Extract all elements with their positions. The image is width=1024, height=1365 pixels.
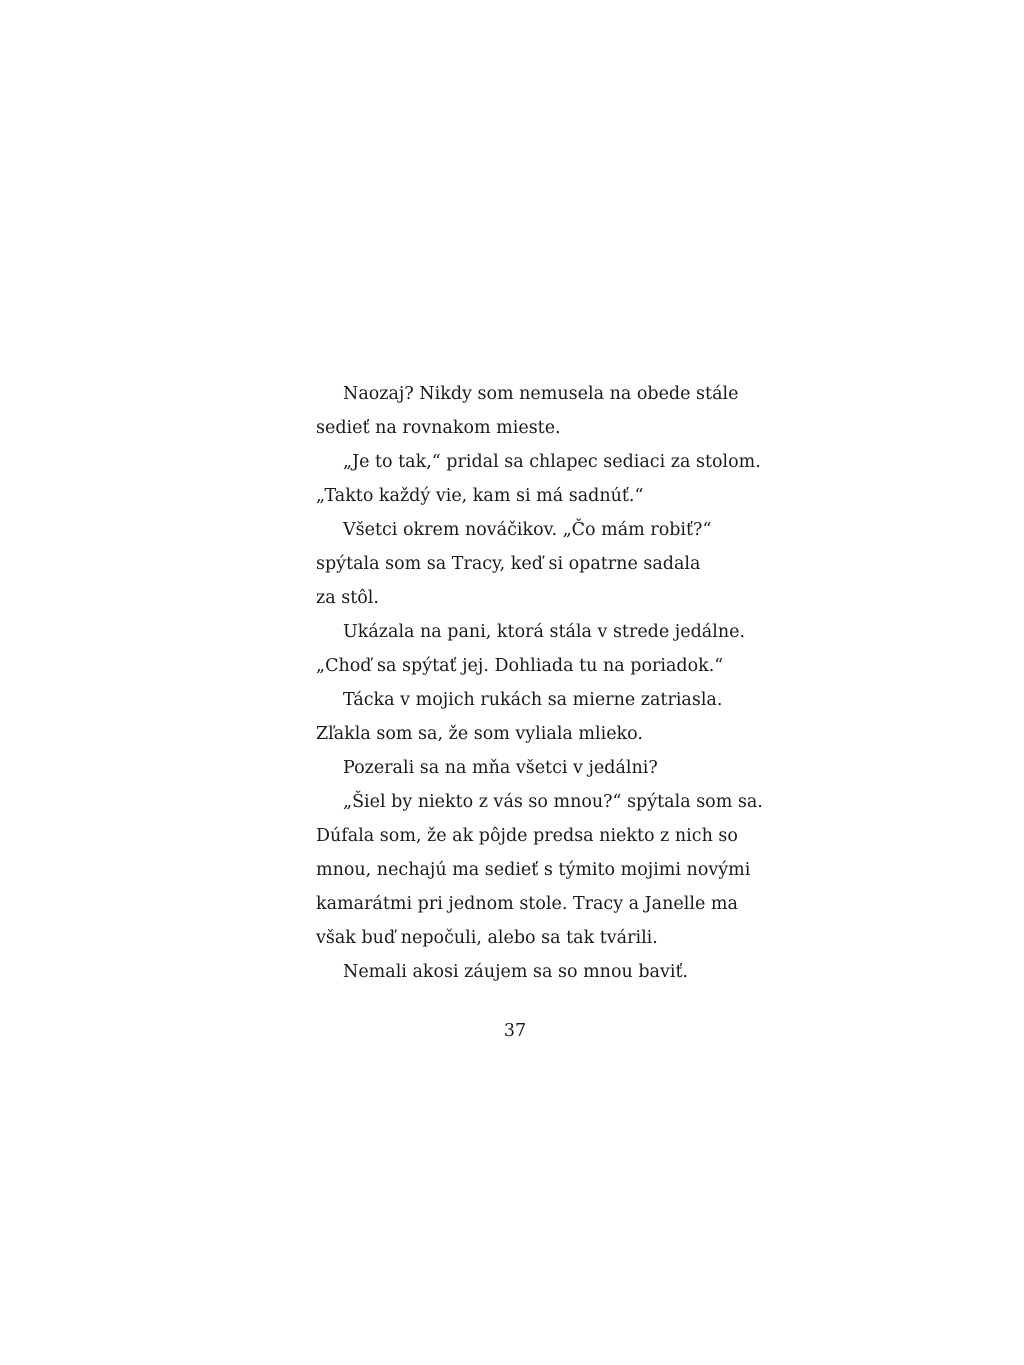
text-line: Zľakla som sa, že som vyliala mlieko. — [316, 724, 643, 744]
text-line: kamarátmi pri jednom stole. Tracy a Janelle ma — [316, 894, 738, 914]
text-line: Naozaj? Nikdy som nemusela na obede stále — [343, 384, 739, 404]
text-line: „Je to tak,“ pridal sa chlapec sediaci za stolom. — [343, 452, 761, 472]
text-line: spýtala som sa Tracy, keď si opatrne sadala — [316, 554, 701, 574]
text-line: Dúfala som, že ak pôjde predsa niekto z nich so — [316, 826, 738, 846]
text-line: „Šiel by niekto z vás so mnou?“ spýtala som sa. — [343, 792, 763, 812]
text-line: Tácka v mojich rukách sa mierne zatriasla. — [343, 690, 723, 710]
text-line: mnou, nechajú ma sedieť s týmito mojimi novými — [316, 860, 751, 880]
page-number: 37 — [503, 1021, 527, 1041]
text-line: „Takto každý vie, kam si má sadnúť.“ — [316, 486, 644, 506]
text-line: však buď nepočuli, alebo sa tak tvárili. — [316, 928, 658, 948]
text-line: za stôl. — [316, 588, 379, 608]
text-line: Pozerali sa na mňa všetci v jedálni? — [343, 758, 658, 778]
text-line: Ukázala na pani, ktorá stála v strede jedálne. — [343, 622, 746, 642]
body-text — [316, 377, 763, 989]
text-line: sedieť na rovnakom mieste. — [316, 418, 561, 438]
text-line: „Choď sa spýtať jej. Dohliada tu na poriadok.“ — [316, 656, 724, 676]
text-line: Nemali akosi záujem sa so mnou baviť. — [343, 962, 689, 982]
text-line: Všetci okrem nováčikov. „Čo mám robiť?“ — [343, 520, 712, 540]
